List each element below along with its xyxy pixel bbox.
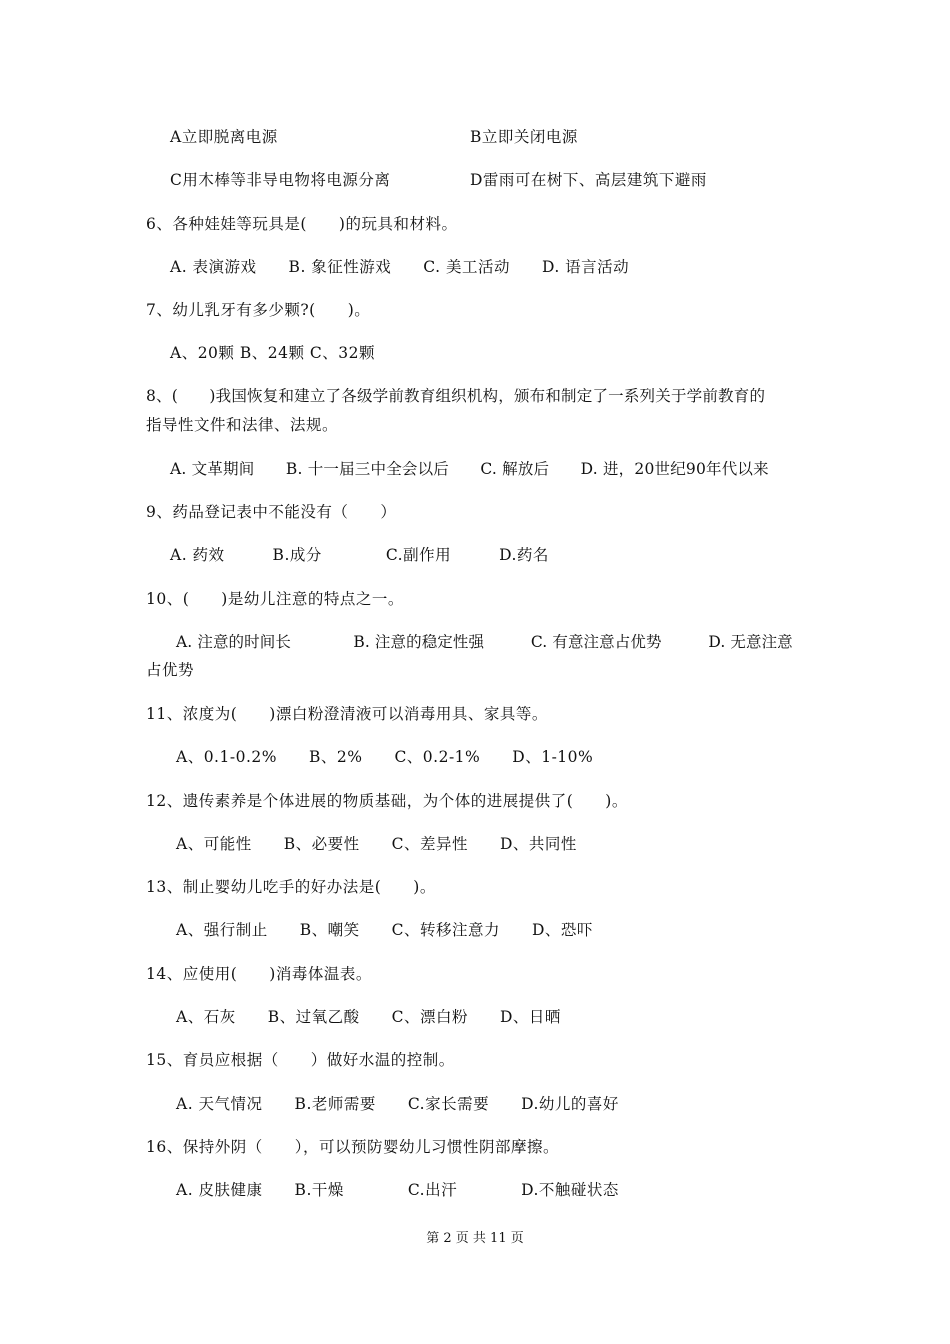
options-14: A、石灰 B、过氧乙酸 C、漂白粉 D、日晒	[176, 1008, 561, 1026]
question-16: 16、保持外阴（ ），可以预防婴幼儿习惯性阴部摩擦。	[146, 1138, 559, 1156]
options-6: A. 表演游戏 B. 象征性游戏 C. 美工活动 D. 语言活动	[170, 258, 630, 276]
option-5b: B立即关闭电源	[470, 128, 578, 146]
question-8-line2: 指导性文件和法律、法规。	[146, 416, 339, 434]
options-8: A. 文革期间 B. 十一届三中全会以后 C. 解放后 D. 进，20世纪90年代以来	[170, 460, 769, 478]
options-15: A. 天气情况 B.老师需要 C.家长需要 D.幼儿的喜好	[176, 1095, 619, 1113]
question-14: 14、应使用( )消毒体温表。	[146, 965, 372, 983]
options-10-line2: 占优势	[146, 661, 195, 679]
options-9: A. 药效 B.成分 C.副作用 D.药名	[170, 546, 549, 564]
options-11: A、0.1-0.2% B、2% C、0.2-1% D、1-10%	[176, 748, 594, 766]
question-8-line1: 8、( )我国恢复和建立了各级学前教育组织机构，颁布和制定了一系列关于学前教育的	[146, 387, 766, 405]
option-5c: C用木棒等非导电物将电源分离	[170, 171, 391, 189]
options-13: A、强行制止 B、嘲笑 C、转移注意力 D、恐吓	[176, 921, 593, 939]
option-5a: A立即脱离电源	[170, 128, 278, 146]
question-13: 13、制止婴幼儿吃手的好办法是( )。	[146, 878, 436, 896]
options-7: A、20颗 B、24颗 C、32颗	[170, 344, 375, 362]
question-7: 7、幼儿乳牙有多少颗?( )。	[146, 301, 371, 319]
question-15: 15、育员应根据（ ）做好水温的控制。	[146, 1051, 455, 1069]
question-10: 10、( )是幼儿注意的特点之一。	[146, 590, 404, 608]
page-footer: 第 2 页 共 11 页	[426, 1231, 524, 1246]
question-12: 12、遗传素养是个体进展的物质基础，为个体的进展提供了( )。	[146, 792, 628, 810]
option-5d: D雷雨可在树下、高层建筑下避雨	[470, 171, 707, 189]
options-10-line1: A. 注意的时间长 B. 注意的稳定性强 C. 有意注意占优势 D. 无意注意	[176, 633, 793, 651]
question-11: 11、浓度为( )漂白粉澄清液可以消毒用具、家具等。	[146, 705, 548, 723]
options-16: A. 皮肤健康 B.干燥 C.出汗 D.不触碰状态	[176, 1181, 619, 1199]
question-6: 6、各种娃娃等玩具是( )的玩具和材料。	[146, 215, 458, 233]
question-9: 9、药品登记表中不能没有（ ）	[146, 503, 397, 521]
options-12: A、可能性 B、必要性 C、差异性 D、共同性	[176, 835, 577, 853]
